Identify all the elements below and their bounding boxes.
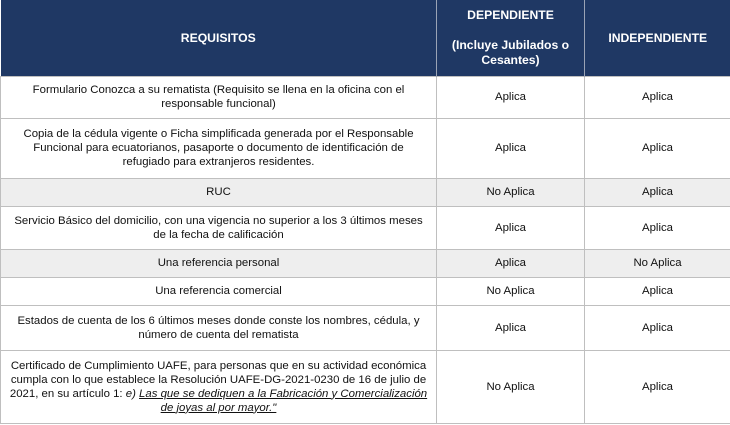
independiente-cell: Aplica [585, 76, 730, 118]
header-dependiente [437, 0, 585, 76]
table-row [1, 118, 730, 178]
requirement-note-prefix: e) [125, 387, 140, 400]
independiente-cell: Aplica [585, 350, 730, 423]
requirement-cell: Copia de la cédula vigente o Ficha simplificada generada por el Responsable Funcional para ecuatorianos, pasaporte o documento de identificación de refugiado para extranjeros residentes. [1, 118, 437, 178]
dependiente-cell: Aplica [437, 118, 585, 178]
header-dependiente-title: DEPENDIENTE [467, 7, 554, 22]
independiente-cell: Aplica [585, 118, 730, 178]
independiente-cell: Aplica [585, 206, 730, 249]
independiente-cell: No Aplica [585, 249, 730, 277]
table-row [1, 249, 730, 277]
header-requisitos: REQUISITOS [1, 0, 437, 76]
independiente-cell: Aplica [585, 277, 730, 305]
table-row [1, 305, 730, 350]
dependiente-cell: Aplica [437, 305, 585, 350]
table-row [1, 277, 730, 305]
requirement-cell [1, 350, 437, 423]
requirement-cell: Estados de cuenta de los 6 últimos meses donde conste los nombres, cédula, y número de cuenta del rematista [1, 305, 437, 350]
independiente-cell: Aplica [585, 305, 730, 350]
dependiente-cell: Aplica [437, 249, 585, 277]
requirement-cell: Servicio Básico del domicilio, con una vigencia no superior a los 3 últimos meses de la fecha de calificación [1, 206, 437, 249]
table-row [1, 76, 730, 118]
table-header-row [1, 0, 730, 76]
header-independiente: INDEPENDIENTE [585, 0, 730, 76]
header-dependiente-note: (Incluye Jubilados o Cesantes) [451, 37, 570, 67]
requirement-cell: Una referencia personal [1, 249, 437, 277]
table-row [1, 178, 730, 206]
independiente-cell: Aplica [585, 178, 730, 206]
dependiente-cell: No Aplica [437, 178, 585, 206]
requirement-cell: Una referencia comercial [1, 277, 437, 305]
table-row [1, 350, 730, 423]
requirement-cell: RUC [1, 178, 437, 206]
requirement-text: Certificado de Cumplimiento UAFE, para personas que en su actividad económica cumpla con lo que establece la Resolución UAFE-DG-2021-0230 de 16 de julio de 2021, en su artículo 1: [9, 359, 427, 400]
requirement-note: Las que se dediquen a la Fabricación y Comercialización de joyas al por mayor." [139, 387, 428, 414]
requirement-cell: Formulario Conozca a su rematista (Requisito se llena en la oficina con el responsable funcional) [1, 76, 437, 118]
dependiente-cell: Aplica [437, 76, 585, 118]
dependiente-cell: No Aplica [437, 350, 585, 423]
dependiente-cell: No Aplica [437, 277, 585, 305]
table-row [1, 206, 730, 249]
dependiente-cell: Aplica [437, 206, 585, 249]
